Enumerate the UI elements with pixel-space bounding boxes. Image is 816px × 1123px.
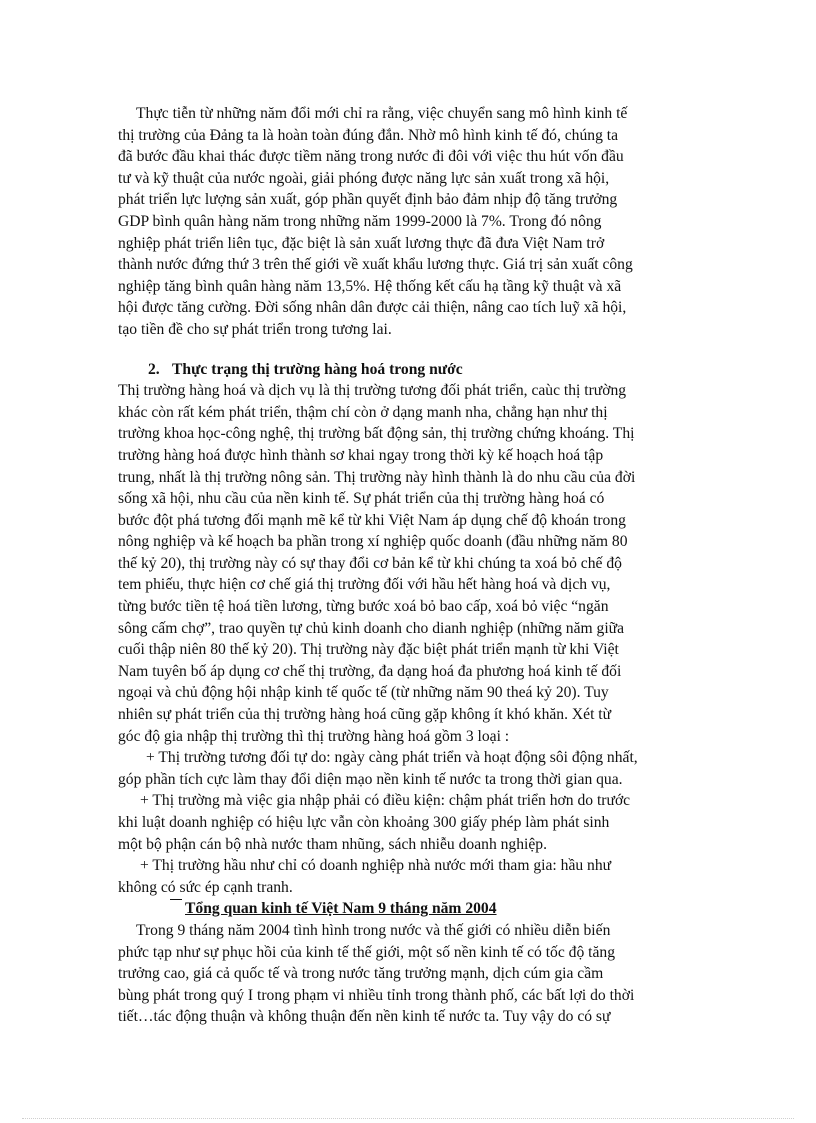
dash-mark (170, 899, 182, 900)
text-line: GDP bình quân hàng năm trong những năm 1999-2000 là 7%. Trong đó nông (118, 212, 602, 230)
section-2-heading (148, 359, 706, 381)
text-line: phức tạp như sự phục hồi của kinh tế thế giới, một số nền kinh tế có tốc độ tăng (118, 943, 615, 961)
text-line: khi luật doanh nghiệp có hiệu lực vẫn còn khoảng 300 giấy phép làm phát sinh (118, 814, 610, 831)
text-line: nông nghiệp và kế hoạch ba phần trong xí nghiệp quốc doanh (đầu những năm 80 (118, 533, 628, 551)
section-2-paragraph (118, 380, 706, 747)
section-3-heading (170, 898, 706, 920)
text-line: nghiệp tăng bình quân hàng năm 13,5%. Hệ thống kết cấu hạ tầng kỹ thuật và xã (118, 277, 622, 295)
text-line: Nam tuyên bố áp dụng cơ chế thị trường, đa dạng hoá đa phương hoá kinh tế đối (118, 662, 622, 680)
text-line: đã bước đầu khai thác được tiềm năng trong nước đi đôi với việc thu hút vốn đầu (118, 148, 624, 166)
text-line: tiết…tác động thuận và không thuận đến nền kinh tế nước ta. Tuy vậy do có sự (118, 1008, 611, 1026)
text-line: sống xã hội, nhu cầu của nền kinh tế. Sự phát triển của thị trường hàng hoá có (118, 490, 605, 508)
text-line: thế kỷ 20), thị trường này có sự thay đổi cơ bản kể từ khi chúng ta xoá bỏ chế độ (118, 554, 622, 572)
text-line: phát triển lực lượng sản xuất, góp phần quyết định bảo đảm nhịp độ tăng trưởng (118, 191, 618, 209)
page-bottom-divider (22, 1118, 794, 1119)
text-line: trưởng cao, giá cả quốc tế và trong nước tăng trưởng mạnh, dịch cúm gia cầm (118, 965, 604, 983)
section-title: Tổng quan kinh tế Việt Nam 9 tháng năm 2004 (185, 900, 497, 918)
text-line: thành nước đứng thứ 3 trên thế giới về xuất khẩu lương thực. Giá trị sản xuất công (118, 256, 633, 274)
text-line: trường hàng hoá được hình thành sơ khai ngay trong thời kỳ kế hoạch hoá tập (118, 446, 604, 464)
text-line: nghiệp phát triển liên tục, đặc biệt là sản xuất lương thực đã đưa Việt Nam trở (118, 234, 605, 252)
list-item: + Thị trường tương đối tự do: ngày càng phát triển và hoạt động sôi động nhất, (146, 749, 638, 767)
text-line: bước đột phá tương đối mạnh mẽ kể từ khi Việt Nam áp dụng chế độ khoán trong (118, 511, 626, 529)
text-line: không có sức ép cạnh tranh. (118, 878, 293, 896)
section-3-paragraph (118, 920, 706, 1028)
text-line: Trong 9 tháng năm 2004 tình hình trong nước và thế giới có nhiều diễn biến (136, 921, 611, 939)
text-line: ngoại và chủ động hội nhập kinh tế quốc tế (từ những năm 90 theá kỷ 20). Tuy (118, 684, 609, 702)
text-line: hội được tăng cường. Đời sống nhân dân được cải thiện, nâng cao tích luỹ xã hội, (118, 299, 627, 317)
list-item: + Thị trường mà việc gia nhập phải có điều kiện: chậm phát triển hơn do trước (140, 792, 631, 810)
text-line: sông cấm chợ”, trao quyền tự chủ kinh doanh cho dianh nghiệp (những năm giữa (118, 619, 625, 637)
market-types-list (118, 747, 706, 898)
section-number: 2. (148, 360, 160, 378)
text-line: tem phiếu, thực hiện cơ chế giá thị trường đối với hầu hết hàng hoá và dịch vụ, (118, 576, 611, 594)
text-line: cuối thập niên 80 thế kỷ 20). Thị trường này đặc biệt phát triển mạnh từ khi Việt (118, 641, 619, 659)
text-line: trường khoa học-công nghệ, thị trường bất động sản, thị trường chứng khoáng. Thị (118, 425, 635, 443)
text-line: góp phần tích cực làm thay đổi diện mạo nền kinh tế nước ta trong thời gian qua. (118, 770, 623, 788)
intro-paragraph (118, 103, 706, 341)
section-title: Thực trạng thị trường hàng hoá trong nước (172, 360, 463, 378)
text-line: nhiên sự phát triển của thị trường hàng hoá cũng gặp không ít khó khăn. Xét từ (118, 706, 612, 724)
text-line: khác còn rất kém phát triển, thậm chí còn ở dạng manh nha, chẳng hạn như thị (118, 403, 608, 421)
text-line: từng bước tiền tệ hoá tiền lương, từng bước xoá bỏ bao cấp, xoá bỏ việc “ngăn (118, 598, 609, 616)
text-line: thị trường của Đảng ta là hoàn toàn đúng đắn. Nhờ mô hình kinh tế đó, chúng ta (118, 126, 619, 144)
text-line: góc độ gia nhập thị trường thì thị trường hàng hoá gồm 3 loại : (118, 727, 510, 745)
text-line: một bộ phận cán bộ nhà nước tham nhũng, sách nhiễu doanh nghiệp. (118, 835, 547, 853)
text-line: bùng phát trong quý I trong phạm vi nhiều tỉnh trong thành phố, các bất lợi do thời (118, 986, 635, 1004)
text-line: trung, nhất là thị trường nông sản. Thị trường này hình thành là do nhu cầu của đời (118, 468, 636, 486)
text-line: tư và kỹ thuật của nước ngoài, giải phóng được năng lực sản xuất trong xã hội, (118, 169, 610, 187)
text-line: tạo tiền đề cho sự phát triển trong tương lai. (118, 320, 392, 338)
document-page (118, 103, 706, 1028)
list-item: + Thị trường hầu như chỉ có doanh nghiệp nhà nước mới tham gia: hầu như (140, 857, 612, 875)
text-line: Thực tiễn từ những năm đổi mới chỉ ra rằng, việc chuyển sang mô hình kinh tế (136, 105, 628, 122)
text-line: Thị trường hàng hoá và dịch vụ là thị trường tương đối phát triển, caùc thị trường (118, 382, 627, 400)
